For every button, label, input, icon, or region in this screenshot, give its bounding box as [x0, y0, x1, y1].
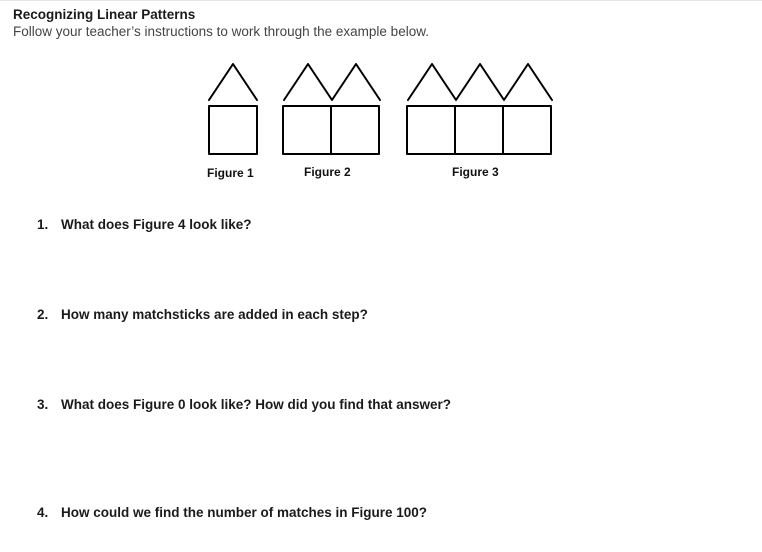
- figure-1-drawing: [209, 64, 257, 154]
- question-3: [37, 397, 451, 412]
- question-2: [37, 307, 368, 322]
- figure-2-label: Figure 2: [304, 165, 351, 179]
- question-2-number: 2.: [37, 307, 49, 322]
- question-1-text: What does Figure 4 look like?: [61, 217, 252, 232]
- question-2-text: How many matchsticks are added in each step?: [61, 307, 368, 322]
- figure-2-drawing: [283, 64, 380, 154]
- matchstick-figures: [0, 0, 762, 200]
- figure-1-label: Figure 1: [207, 166, 254, 180]
- question-4-number: 4.: [37, 505, 49, 520]
- question-4-text: How could we find the number of matches in Figure 100?: [61, 505, 428, 520]
- question-4: [37, 505, 427, 520]
- page-title: Recognizing Linear Patterns: [13, 7, 196, 22]
- figure-3-drawing: [407, 64, 552, 154]
- question-1-number: 1.: [37, 217, 49, 232]
- question-3-number: 3.: [37, 397, 49, 412]
- figure-3-label: Figure 3: [452, 165, 499, 179]
- question-3-text: What does Figure 0 look like? How did you find that answer?: [61, 397, 452, 412]
- question-1: [37, 217, 252, 232]
- page-subtitle: Follow your teacher’s instructions to work through the example below.: [13, 24, 429, 39]
